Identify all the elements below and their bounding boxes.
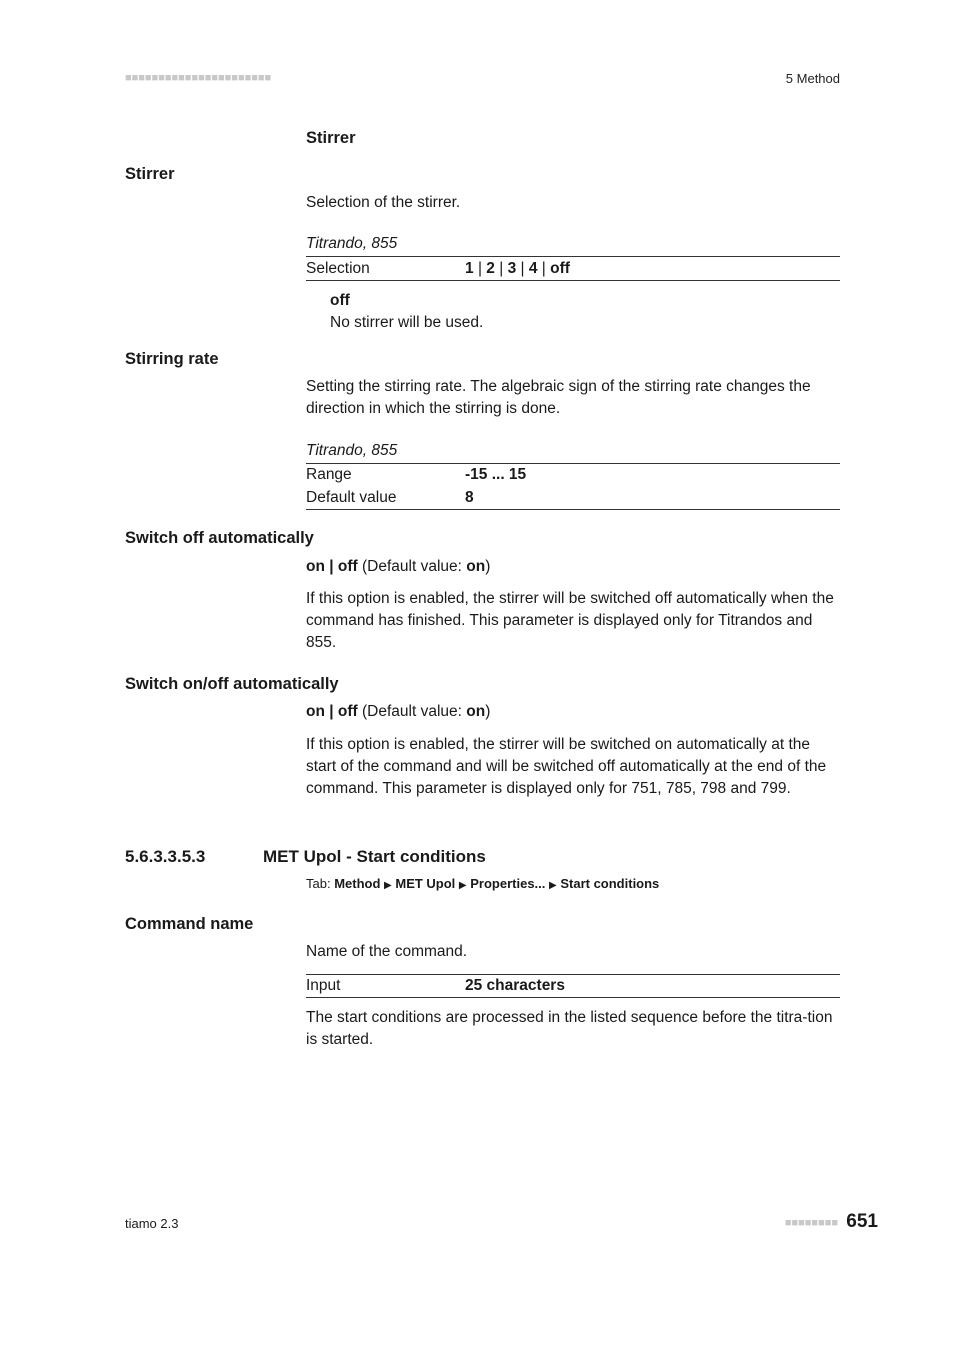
param-label-stirrer: Stirrer bbox=[125, 165, 175, 183]
option-name-off: off bbox=[330, 292, 350, 309]
value-on: on bbox=[306, 558, 325, 575]
footer-dots: ■■■■■■■■ bbox=[784, 1217, 838, 1229]
stirring-rate-description: Setting the stirring rate. The algebraic sign of the stirring rate changes the direction in which the stirring is done. bbox=[306, 378, 811, 417]
table-rule bbox=[306, 997, 840, 998]
page-number: 651 bbox=[846, 1211, 878, 1232]
start-conditions-note: The start conditions are processed in the listed sequence before the titra-tion is started. bbox=[306, 1009, 833, 1048]
param-label-switch-off: Switch off automatically bbox=[125, 529, 314, 547]
table-key: Selection bbox=[306, 259, 370, 277]
tab-properties: Properties... bbox=[470, 876, 546, 891]
stirring-rate-devices: Titrando, 855 bbox=[306, 442, 398, 459]
value-off: off bbox=[337, 558, 358, 575]
tab-start-conditions: Start conditions bbox=[560, 876, 660, 891]
option-4: 4 bbox=[528, 259, 538, 277]
default-prefix: (Default value: bbox=[357, 558, 467, 575]
arrow-icon: ▶ bbox=[458, 880, 467, 891]
table-key: Range bbox=[306, 465, 352, 483]
stirring-rate-table bbox=[306, 463, 840, 509]
default-suffix: ) bbox=[485, 703, 491, 720]
table-rule bbox=[306, 509, 840, 510]
value-off: off bbox=[337, 703, 358, 720]
command-name-table bbox=[306, 974, 840, 997]
value-on: on bbox=[306, 703, 325, 720]
stirrer-description: Selection of the stirrer. bbox=[306, 194, 461, 211]
option-desc-off: No stirrer will be used. bbox=[330, 314, 484, 331]
table-rule bbox=[306, 280, 840, 281]
chapter-label: 5 Method bbox=[785, 71, 840, 86]
default-prefix: (Default value: bbox=[357, 703, 467, 720]
table-key: Input bbox=[306, 976, 341, 994]
tab-method: Method bbox=[334, 876, 381, 891]
value-sep: | bbox=[324, 703, 338, 720]
table-row bbox=[306, 974, 840, 997]
tab-met-upol: MET Upol bbox=[395, 876, 456, 891]
option-2: 2 bbox=[486, 259, 495, 277]
stirrer-selection-table bbox=[306, 257, 840, 280]
section-number: 5.6.3.3.5.3 bbox=[125, 847, 206, 866]
switch-onoff-values bbox=[306, 701, 840, 723]
table-value: 8 bbox=[465, 488, 474, 506]
default-suffix: ) bbox=[485, 558, 491, 575]
tab-prefix: Tab: bbox=[306, 876, 335, 891]
table-key: Default value bbox=[306, 488, 397, 506]
param-label-switch-onoff: Switch on/off automatically bbox=[125, 675, 339, 693]
footer-product: tiamo 2.3 bbox=[125, 1216, 179, 1231]
section-title-stirrer: Stirrer bbox=[306, 129, 356, 147]
stirrer-devices: Titrando, 855 bbox=[306, 235, 398, 252]
table-value: -15 ... 15 bbox=[465, 465, 527, 483]
switch-onoff-description: If this option is enabled, the stirrer will be switched on automatically at the start of the command and will be switched off automatically at the end of the command. This parameter is displayed only for 751, 785, 798 and 799. bbox=[306, 736, 827, 797]
section-title: MET Upol - Start conditions bbox=[263, 847, 486, 866]
table-row bbox=[306, 257, 840, 280]
header-dots: ■■■■■■■■■■■■■■■■■■■■■■ bbox=[125, 72, 272, 84]
param-label-stirring-rate: Stirring rate bbox=[125, 350, 219, 368]
value-sep: | bbox=[324, 558, 338, 575]
arrow-icon: ▶ bbox=[384, 880, 392, 891]
default-value: on bbox=[466, 703, 486, 720]
table-value: 25 characters bbox=[465, 976, 565, 994]
arrow-icon: ▶ bbox=[549, 880, 557, 891]
switch-off-description: If this option is enabled, the stirrer will be switched off automatically when the command has finished. This parameter is displayed only for Titrandos and 855. bbox=[306, 590, 834, 651]
tab-path bbox=[306, 876, 659, 891]
param-label-command-name: Command name bbox=[125, 915, 254, 933]
command-name-description: Name of the command. bbox=[306, 943, 468, 960]
table-row bbox=[306, 463, 840, 486]
table-value: 1 | 2 | 3 | 4 | off bbox=[465, 259, 570, 277]
switch-off-values bbox=[306, 556, 840, 578]
option-3: 3 bbox=[507, 259, 517, 277]
option-off: off bbox=[550, 259, 570, 277]
table-row bbox=[306, 486, 840, 509]
option-1: 1 bbox=[465, 259, 474, 277]
default-value: on bbox=[466, 558, 486, 575]
